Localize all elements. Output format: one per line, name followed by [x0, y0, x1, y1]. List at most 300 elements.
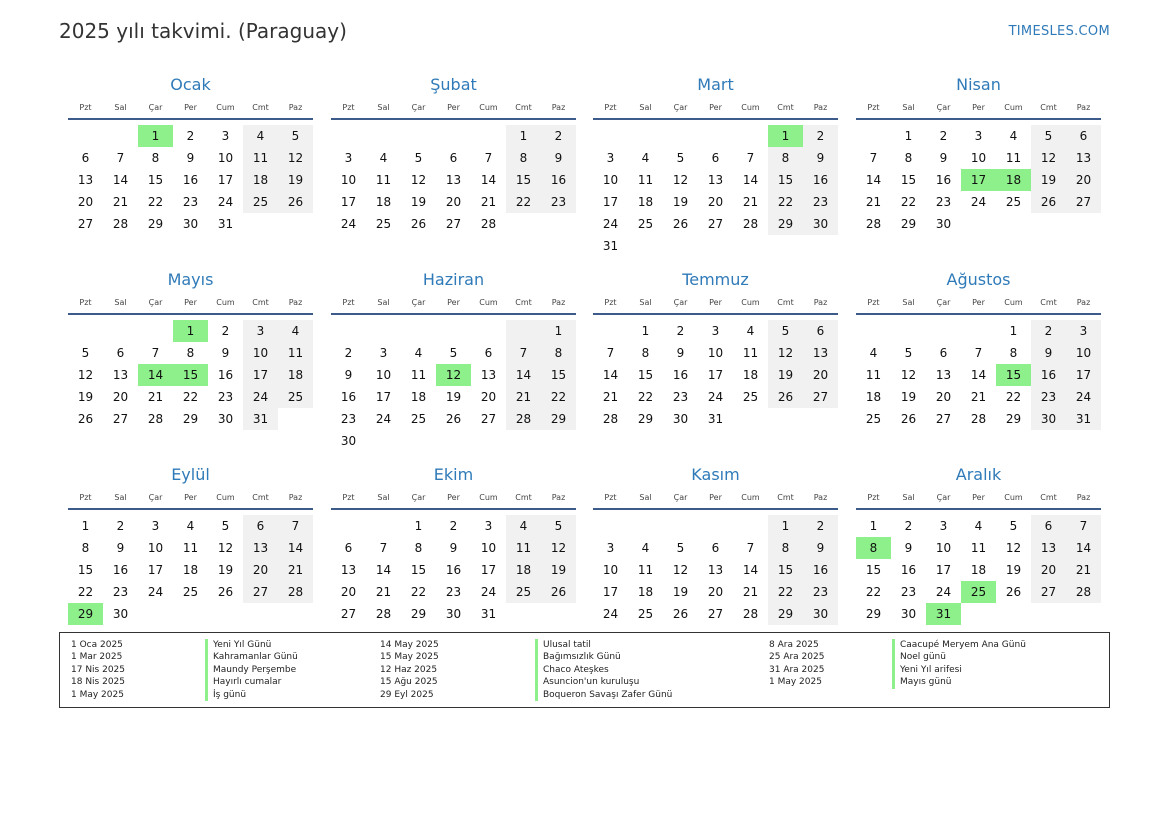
empty-day-cell	[1031, 603, 1066, 625]
day-cell: 7	[278, 515, 313, 537]
day-cell: 8	[151, 151, 160, 165]
day-cell: 11	[182, 541, 199, 555]
day-cell: 13	[803, 342, 838, 364]
weekday-label: Cmt	[515, 298, 532, 307]
day-cell: 7	[506, 342, 541, 364]
weekday-header	[68, 490, 313, 510]
day-cell: 20	[340, 585, 357, 599]
weekday-label: Pzt	[79, 493, 92, 502]
holiday-day-cell: 18	[996, 169, 1031, 191]
day-cell: 7	[869, 151, 878, 165]
day-cell: 2	[186, 129, 195, 143]
weekday-label: Çar	[673, 493, 688, 502]
empty-day-cell	[506, 603, 541, 625]
empty-day-cell	[961, 213, 996, 235]
day-cell: 30	[445, 607, 462, 621]
empty-day-cell	[506, 213, 541, 235]
weekday-label: Sal	[639, 298, 652, 307]
day-cell: 19	[1005, 563, 1022, 577]
empty-day-cell	[663, 515, 698, 537]
day-cell: 20	[77, 195, 94, 209]
day-cell: 15	[506, 169, 541, 191]
day-cell: 30	[900, 607, 917, 621]
day-cell: 29	[900, 217, 917, 231]
day-cell: 3	[711, 324, 720, 338]
day-grid	[68, 515, 313, 625]
day-cell: 5	[221, 519, 230, 533]
day-cell: 19	[217, 563, 234, 577]
month-name: Nisan	[956, 75, 1001, 94]
day-cell: 25	[182, 585, 199, 599]
day-cell: 20	[112, 390, 129, 404]
month-name: Aralık	[955, 465, 1002, 484]
day-cell: 14	[1066, 537, 1101, 559]
empty-day-cell	[366, 515, 401, 537]
weekday-label: Pzt	[79, 103, 92, 112]
month-block	[856, 464, 1101, 625]
day-cell: 19	[541, 559, 576, 581]
day-cell: 1	[414, 519, 423, 533]
day-cell: 15	[410, 563, 427, 577]
day-cell: 10	[480, 541, 497, 555]
day-cell: 19	[77, 390, 94, 404]
day-cell: 29	[768, 213, 803, 235]
month-block	[856, 269, 1101, 430]
day-cell: 25	[410, 412, 427, 426]
day-cell: 27	[480, 412, 497, 426]
day-cell: 6	[484, 346, 493, 360]
day-cell: 1	[768, 515, 803, 537]
empty-day-cell	[366, 430, 401, 452]
day-cell: 30	[112, 607, 129, 621]
day-cell: 30	[672, 412, 689, 426]
day-cell: 25	[375, 217, 392, 231]
day-cell: 2	[116, 519, 125, 533]
empty-day-cell	[471, 320, 506, 342]
day-cell: 5	[1009, 519, 1018, 533]
day-cell: 5	[541, 515, 576, 537]
day-cell: 21	[865, 195, 882, 209]
legend-holiday-name: Asuncion'un kuruluşu	[535, 676, 672, 688]
day-cell: 26	[672, 217, 689, 231]
weekday-label: Paz	[1076, 493, 1091, 502]
day-cell: 17	[707, 368, 724, 382]
month-block	[331, 464, 576, 625]
page-title: 2025 yılı takvimi. (Paraguay)	[59, 19, 347, 43]
day-cell: 18	[637, 585, 654, 599]
day-cell: 12	[900, 368, 917, 382]
day-cell: 8	[186, 346, 195, 360]
day-cell: 28	[375, 607, 392, 621]
day-cell: 24	[147, 585, 164, 599]
holiday-day-cell: 25	[961, 581, 996, 603]
day-cell: 17	[1066, 364, 1101, 386]
legend-holiday-name: Caacupé Meryem Ana Günü	[892, 639, 1026, 651]
day-cell: 2	[939, 129, 948, 143]
month-block	[593, 269, 838, 430]
empty-day-cell	[471, 125, 506, 147]
legend-date: 15 May 2025	[380, 652, 439, 663]
day-cell: 14	[970, 368, 987, 382]
day-cell: 29	[541, 408, 576, 430]
day-cell: 31	[243, 408, 278, 430]
day-cell: 18	[506, 559, 541, 581]
empty-day-cell	[698, 515, 733, 537]
day-cell: 21	[506, 386, 541, 408]
empty-day-cell	[996, 213, 1031, 235]
day-cell: 3	[974, 129, 983, 143]
day-cell: 11	[278, 342, 313, 364]
empty-day-cell	[103, 320, 138, 342]
weekday-label: Paz	[1076, 298, 1091, 307]
weekday-label: Paz	[551, 103, 566, 112]
day-cell: 9	[803, 147, 838, 169]
weekday-label: Pzt	[867, 298, 880, 307]
empty-day-cell	[926, 320, 961, 342]
day-cell: 10	[243, 342, 278, 364]
holiday-day-cell: 31	[926, 603, 961, 625]
day-cell: 17	[375, 390, 392, 404]
day-cell: 10	[375, 368, 392, 382]
legend-holiday-name: Bağımsızlık Günü	[535, 651, 672, 663]
weekday-header	[593, 490, 838, 510]
day-cell: 2	[221, 324, 230, 338]
day-cell: 18	[970, 563, 987, 577]
day-cell: 2	[344, 346, 353, 360]
empty-day-cell	[733, 515, 768, 537]
legend-date: 1 May 2025	[769, 677, 822, 688]
month-name: Kasım	[691, 465, 740, 484]
weekday-header	[331, 295, 576, 315]
weekday-label: Cmt	[777, 103, 794, 112]
day-cell: 27	[707, 607, 724, 621]
day-cell: 3	[221, 129, 230, 143]
day-cell: 25	[1005, 195, 1022, 209]
weekday-header	[68, 295, 313, 315]
day-cell: 8	[506, 147, 541, 169]
empty-day-cell	[401, 320, 436, 342]
weekday-label: Paz	[288, 103, 303, 112]
day-cell: 6	[449, 151, 458, 165]
legend-date-column	[71, 639, 125, 701]
day-cell: 24	[243, 386, 278, 408]
empty-day-cell	[593, 515, 628, 537]
day-cell: 7	[379, 541, 388, 555]
day-cell: 9	[449, 541, 458, 555]
day-cell: 29	[865, 607, 882, 621]
empty-day-cell	[68, 320, 103, 342]
day-cell: 1	[1009, 324, 1018, 338]
weekday-label: Sal	[902, 493, 915, 502]
day-cell: 28	[278, 581, 313, 603]
day-cell: 30	[803, 603, 838, 625]
day-cell: 30	[340, 434, 357, 448]
day-cell: 25	[637, 607, 654, 621]
day-cell: 11	[865, 368, 882, 382]
legend-holiday-name: Mayıs günü	[892, 676, 1026, 688]
empty-day-cell	[68, 125, 103, 147]
day-cell: 25	[865, 412, 882, 426]
day-cell: 20	[935, 390, 952, 404]
day-cell: 22	[182, 390, 199, 404]
day-cell: 15	[77, 563, 94, 577]
day-cell: 19	[768, 364, 803, 386]
day-cell: 17	[480, 563, 497, 577]
weekday-label: Cmt	[1040, 298, 1057, 307]
day-cell: 31	[602, 239, 619, 253]
day-grid	[331, 125, 576, 235]
day-cell: 17	[147, 563, 164, 577]
day-cell: 26	[445, 412, 462, 426]
day-cell: 11	[375, 173, 392, 187]
day-cell: 24	[340, 217, 357, 231]
day-cell: 5	[278, 125, 313, 147]
month-name: Şubat	[430, 75, 477, 94]
day-cell: 26	[410, 217, 427, 231]
day-cell: 27	[112, 412, 129, 426]
weekday-label: Pzt	[604, 103, 617, 112]
legend-date-column	[380, 639, 439, 701]
weekday-label: Pzt	[342, 298, 355, 307]
empty-day-cell	[593, 125, 628, 147]
day-cell: 26	[768, 386, 803, 408]
day-cell: 14	[742, 563, 759, 577]
day-cell: 2	[1031, 320, 1066, 342]
day-cell: 22	[147, 195, 164, 209]
day-cell: 27	[77, 217, 94, 231]
empty-day-cell	[698, 235, 733, 257]
day-cell: 2	[904, 519, 913, 533]
weekday-label: Paz	[288, 298, 303, 307]
day-cell: 6	[116, 346, 125, 360]
empty-day-cell	[331, 320, 366, 342]
empty-day-cell	[331, 515, 366, 537]
holiday-day-cell: 1	[173, 320, 208, 342]
day-cell: 13	[1031, 537, 1066, 559]
weekday-label: Çar	[148, 298, 163, 307]
day-cell: 15	[900, 173, 917, 187]
day-cell: 6	[939, 346, 948, 360]
day-cell: 30	[217, 412, 234, 426]
day-cell: 12	[278, 147, 313, 169]
weekday-label: Paz	[813, 298, 828, 307]
day-grid	[856, 515, 1101, 625]
day-cell: 22	[768, 581, 803, 603]
empty-day-cell	[541, 213, 576, 235]
empty-day-cell	[366, 320, 401, 342]
day-cell: 4	[869, 346, 878, 360]
day-cell: 21	[278, 559, 313, 581]
day-cell: 12	[672, 173, 689, 187]
day-cell: 28	[112, 217, 129, 231]
legend-date: 18 Nis 2025	[71, 677, 125, 688]
day-cell: 21	[147, 390, 164, 404]
empty-day-cell	[768, 408, 803, 430]
empty-day-cell	[401, 125, 436, 147]
weekday-label: Cmt	[252, 493, 269, 502]
day-grid	[68, 320, 313, 430]
day-cell: 7	[746, 151, 755, 165]
day-cell: 21	[602, 390, 619, 404]
weekday-label: Pzt	[867, 493, 880, 502]
weekday-header	[856, 490, 1101, 510]
day-cell: 6	[711, 151, 720, 165]
day-cell: 23	[672, 390, 689, 404]
weekday-label: Cum	[1004, 103, 1023, 112]
month-name: Mayıs	[167, 270, 214, 289]
weekday-label: Per	[709, 493, 722, 502]
day-cell: 13	[480, 368, 497, 382]
day-cell: 7	[1066, 515, 1101, 537]
legend-holiday-name: Chaco Ateşkes	[535, 664, 672, 676]
day-cell: 20	[707, 585, 724, 599]
day-cell: 14	[278, 537, 313, 559]
day-cell: 16	[900, 563, 917, 577]
holiday-day-cell: 17	[961, 169, 996, 191]
day-cell: 25	[243, 191, 278, 213]
weekday-header	[68, 100, 313, 120]
day-cell: 19	[445, 390, 462, 404]
weekday-label: Çar	[936, 103, 951, 112]
day-cell: 9	[904, 541, 913, 555]
day-cell: 20	[480, 390, 497, 404]
day-cell: 11	[506, 537, 541, 559]
day-cell: 27	[707, 217, 724, 231]
day-cell: 18	[182, 563, 199, 577]
day-cell: 12	[672, 563, 689, 577]
weekday-header	[856, 100, 1101, 120]
empty-day-cell	[961, 603, 996, 625]
day-cell: 16	[182, 173, 199, 187]
day-grid	[593, 125, 838, 257]
empty-day-cell	[628, 235, 663, 257]
day-cell: 24	[602, 607, 619, 621]
day-cell: 23	[1031, 386, 1066, 408]
day-cell: 8	[768, 147, 803, 169]
day-cell: 26	[217, 585, 234, 599]
empty-day-cell	[856, 125, 891, 147]
day-cell: 11	[410, 368, 427, 382]
day-cell: 18	[742, 368, 759, 382]
legend-date: 8 Ara 2025	[769, 640, 819, 650]
legend-date-column	[769, 639, 824, 689]
day-cell: 22	[900, 195, 917, 209]
weekday-label: Çar	[148, 493, 163, 502]
day-cell: 18	[243, 169, 278, 191]
day-cell: 12	[541, 537, 576, 559]
day-cell: 27	[340, 607, 357, 621]
day-cell: 28	[865, 217, 882, 231]
day-cell: 8	[641, 346, 650, 360]
day-cell: 13	[1066, 147, 1101, 169]
day-cell: 26	[672, 607, 689, 621]
weekday-label: Sal	[377, 103, 390, 112]
month-name: Ağustos	[946, 270, 1011, 289]
day-cell: 14	[602, 368, 619, 382]
month-name: Mart	[697, 75, 734, 94]
day-grid	[331, 515, 576, 625]
weekday-label: Per	[447, 103, 460, 112]
day-cell: 22	[506, 191, 541, 213]
day-cell: 13	[243, 537, 278, 559]
holiday-day-cell: 14	[138, 364, 173, 386]
site-link[interactable]: TIMESLES.COM	[1008, 24, 1110, 39]
day-cell: 7	[484, 151, 493, 165]
day-cell: 24	[970, 195, 987, 209]
day-cell: 26	[1005, 585, 1022, 599]
day-cell: 20	[1066, 169, 1101, 191]
legend-holiday-name: Yeni Yıl Günü	[205, 639, 298, 651]
empty-day-cell	[961, 320, 996, 342]
day-cell: 24	[1066, 386, 1101, 408]
weekday-label: Paz	[288, 493, 303, 502]
weekday-label: Sal	[114, 103, 127, 112]
month-name: Ekim	[433, 465, 474, 484]
month-block	[593, 74, 838, 257]
day-cell: 23	[541, 191, 576, 213]
day-cell: 22	[637, 390, 654, 404]
day-cell: 10	[935, 541, 952, 555]
day-cell: 14	[112, 173, 129, 187]
day-cell: 1	[506, 125, 541, 147]
day-cell: 5	[676, 541, 685, 555]
empty-day-cell	[471, 430, 506, 452]
empty-day-cell	[628, 515, 663, 537]
day-grid	[331, 320, 576, 452]
day-cell: 4	[641, 151, 650, 165]
weekday-label: Çar	[148, 103, 163, 112]
day-cell: 27	[1031, 581, 1066, 603]
day-cell: 26	[1031, 191, 1066, 213]
day-cell: 5	[904, 346, 913, 360]
day-cell: 15	[768, 559, 803, 581]
legend-date: 12 Haz 2025	[380, 664, 438, 675]
weekday-label: Cum	[741, 298, 760, 307]
day-cell: 12	[410, 173, 427, 187]
day-cell: 9	[939, 151, 948, 165]
day-cell: 30	[935, 217, 952, 231]
day-cell: 29	[768, 603, 803, 625]
empty-day-cell	[1066, 213, 1101, 235]
weekday-label: Paz	[1076, 103, 1091, 112]
empty-day-cell	[856, 320, 891, 342]
day-cell: 8	[541, 342, 576, 364]
holiday-day-cell: 15	[996, 364, 1031, 386]
day-cell: 15	[147, 173, 164, 187]
day-cell: 18	[410, 390, 427, 404]
day-cell: 2	[449, 519, 458, 533]
day-cell: 4	[1009, 129, 1018, 143]
weekday-label: Cum	[216, 298, 235, 307]
day-cell: 6	[803, 320, 838, 342]
day-cell: 19	[278, 169, 313, 191]
day-cell: 10	[1066, 342, 1101, 364]
day-cell: 29	[637, 412, 654, 426]
weekday-label: Pzt	[604, 493, 617, 502]
empty-day-cell	[663, 125, 698, 147]
day-cell: 16	[803, 169, 838, 191]
day-cell: 1	[641, 324, 650, 338]
day-cell: 27	[1066, 191, 1101, 213]
weekday-header	[856, 295, 1101, 315]
month-name: Ocak	[170, 75, 211, 94]
legend-date: 15 Ağu 2025	[380, 677, 438, 688]
day-cell: 5	[1031, 125, 1066, 147]
day-cell: 15	[637, 368, 654, 382]
weekday-label: Per	[184, 493, 197, 502]
day-cell: 9	[344, 368, 353, 382]
legend-name-column	[205, 639, 298, 701]
